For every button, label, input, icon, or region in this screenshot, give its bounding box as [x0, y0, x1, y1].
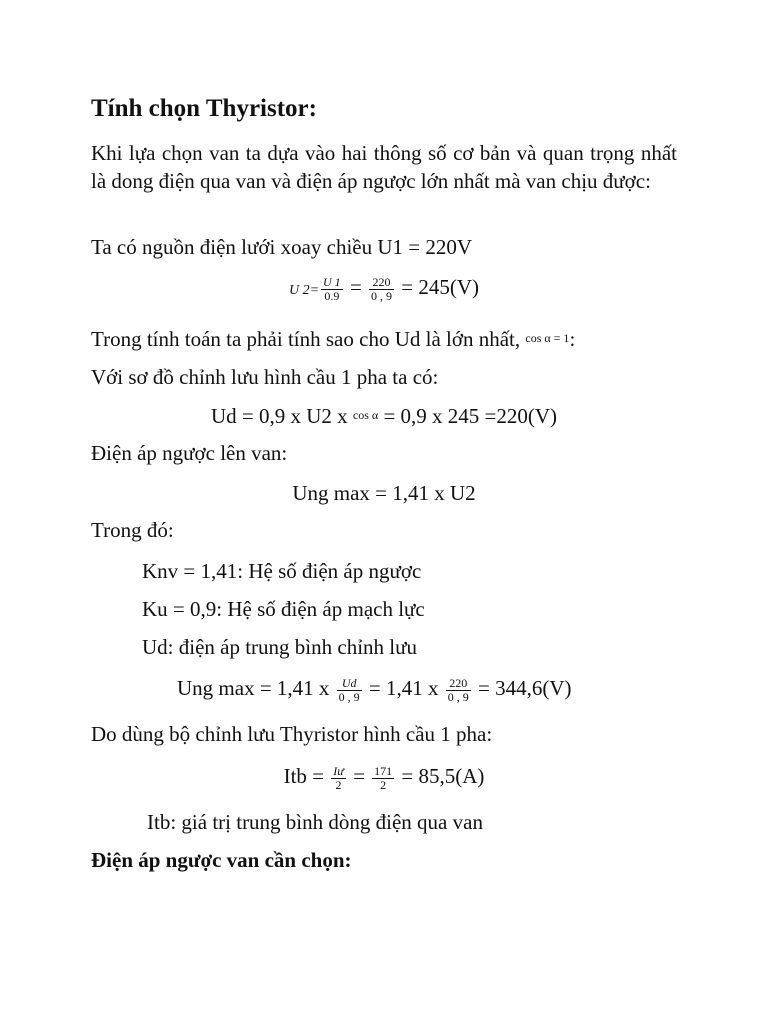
equation-ung: Ung max = 1,41 x U2 — [292, 481, 476, 505]
eq-itb-fraction-1 — [331, 765, 346, 792]
bridge-rectifier-line: Với sơ đồ chỉnh lưu hình cầu 1 pha ta có: — [91, 365, 439, 389]
equation-itb — [91, 762, 677, 792]
eq-ung2-fraction-1 — [337, 677, 362, 704]
definition-ud: Ud: điện áp trung bình chỉnh lưu — [142, 635, 418, 659]
itb-definition: Itb: giá trị trung bình dòng điện qua van — [147, 810, 483, 834]
fraction-numerator: U 1 — [323, 274, 341, 289]
eq-ung2-part2: = 1,41 x — [363, 676, 439, 700]
equation-ud — [91, 401, 677, 430]
fraction-numerator: 220 — [446, 677, 471, 691]
eq-ud-cos: cos α — [352, 408, 379, 422]
fraction-numerator: 171 — [374, 763, 393, 778]
eq-ud-part2: = 0,9 x 245 =220(V) — [378, 404, 558, 428]
fraction-denominator: 2 — [335, 777, 342, 792]
eq-u2-fraction-2 — [369, 276, 394, 303]
fraction-denominator: 0 , 9 — [447, 689, 469, 704]
fraction-denominator: 0.9 — [324, 288, 340, 303]
where-line: Trong đó: — [91, 518, 174, 542]
max-ud-line — [91, 324, 677, 353]
reverse-voltage-line: Điện áp ngược lên van: — [91, 441, 288, 465]
max-ud-text: Trong tính toán ta phải tính sao cho Ud là lớn nhất, — [91, 327, 521, 351]
source-voltage-line: Ta có nguồn điện lưới xoay chiều U1 = 220V — [91, 235, 473, 259]
eq-ung2-fraction-2 — [446, 677, 471, 704]
eq-itb-result: = 85,5(A) — [396, 764, 485, 788]
section-heading: Tính chọn Thyristor: — [91, 95, 317, 122]
eq-u2-equals: = — [344, 275, 368, 299]
eq-u2-result: = 245(V) — [396, 275, 480, 299]
eq-ung2-part1: Ung max = 1,41 x — [177, 676, 330, 700]
fraction-numerator: Iư — [333, 763, 344, 778]
final-heading: Điện áp ngược van cần chọn: — [91, 848, 352, 872]
eq-u2-lhs: U 2= — [288, 283, 320, 298]
thyristor-bridge-line: Do dùng bộ chỉnh lưu Thyristor hình cầu 1 pha: — [91, 722, 493, 746]
eq-u2-fraction-1 — [321, 276, 343, 303]
fraction-denominator: 2 — [380, 777, 387, 792]
eq-ud-part1: Ud = 0,9 x U2 x — [210, 404, 348, 428]
fraction-numerator: Ud — [337, 677, 362, 691]
eq-ung2-result: = 344,6(V) — [472, 676, 572, 700]
eq-itb-part1: Itb = — [283, 764, 330, 788]
definition-knv: Knv = 1,41: Hệ số điện áp ngược — [142, 559, 422, 583]
definition-ku: Ku = 0,9: Hệ số điện áp mạch lực — [142, 597, 425, 621]
fraction-numerator: 220 — [369, 276, 394, 290]
colon: : — [569, 327, 576, 351]
eq-itb-fraction-2 — [372, 765, 394, 792]
intro-paragraph: Khi lựa chọn van ta dựa vào hai thông số cơ bản và quan trọng nhất là dong điện qua van và điện áp ngược lớn nhất mà van chịu được: — [91, 141, 677, 193]
fraction-denominator: 0 , 9 — [371, 288, 393, 303]
eq-itb-equals: = — [347, 764, 371, 788]
equation-ung-max — [177, 674, 677, 704]
cos-alpha-equation: cos α = 1 — [525, 331, 570, 345]
fraction-denominator: 0 , 9 — [338, 689, 360, 704]
equation-u2 — [91, 273, 677, 305]
